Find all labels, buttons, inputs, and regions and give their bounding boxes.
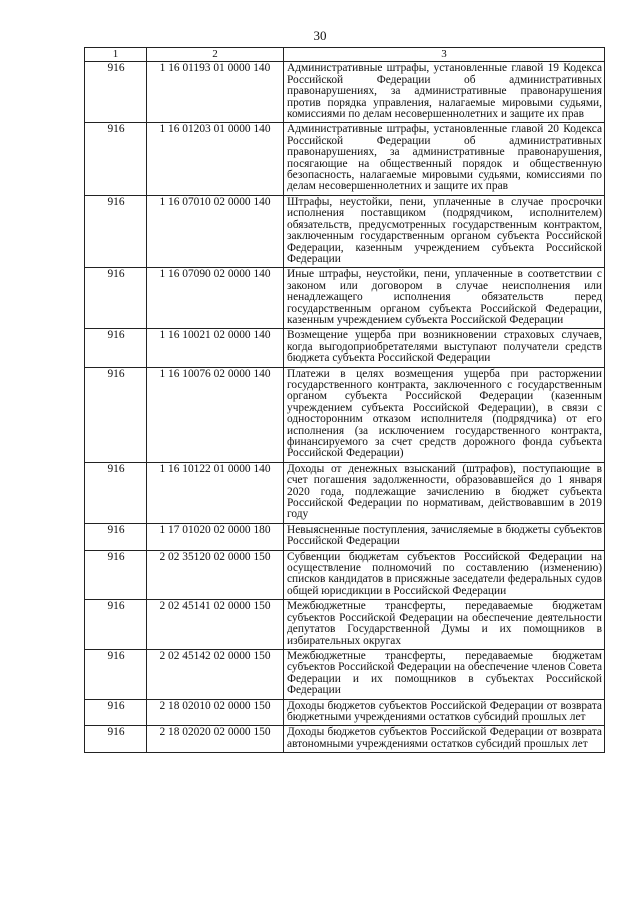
- admin-code-cell: 916: [85, 195, 147, 267]
- budget-codes-table: [84, 47, 605, 753]
- table-header: [85, 48, 605, 62]
- header-col-3: 3: [284, 48, 605, 62]
- page-number: 30: [313, 28, 327, 43]
- table-body: [85, 62, 605, 753]
- header-col-1: 1: [85, 48, 147, 62]
- table-row: [85, 699, 605, 726]
- admin-code-cell: 916: [85, 329, 147, 367]
- income-name-cell: Субвенции бюджетам субъектов Российской Федерации на осуществление полномочий по составлению (изменению) списков кандидатов в присяжные заседатели федеральных судов общей юрисдикции в Российской Федерации: [284, 550, 605, 600]
- income-name-cell: Межбюджетные трансферты, передаваемые бюджетам субъектов Российской Федерации на обеспечение членов Совета Федерации и их помощников в субъектах Российской Федерации: [284, 649, 605, 699]
- header-row: [85, 48, 605, 62]
- income-name-cell: Невыясненные поступления, зачисляемые в бюджеты субъектов Российской Федерации: [284, 523, 605, 550]
- income-name-cell: Доходы бюджетов субъектов Российской Федерации от возврата автономными учреждениями остатков субсидий прошлых лет: [284, 726, 605, 753]
- budget-code-cell: 2 18 02010 02 0000 150: [147, 699, 284, 726]
- table-row: [85, 600, 605, 650]
- budget-code-cell: 1 16 10021 02 0000 140: [147, 329, 284, 367]
- income-name-cell: Доходы бюджетов субъектов Российской Федерации от возврата бюджетными учреждениями остатков субсидий прошлых лет: [284, 699, 605, 726]
- budget-code-cell: 2 02 45142 02 0000 150: [147, 649, 284, 699]
- admin-code-cell: 916: [85, 726, 147, 753]
- budget-code-cell: 1 16 10122 01 0000 140: [147, 462, 284, 523]
- income-name-cell: Штрафы, неустойки, пени, уплаченные в случае просрочки исполнения поставщиком (подрядчиком, исполнителем) обязательств, предусмотренных государственным контрактом, заключенным государственным органом субъекта Российской Федерации, казенным учреждением субъекта Российской Федерации: [284, 195, 605, 267]
- budget-code-cell: 1 17 01020 02 0000 180: [147, 523, 284, 550]
- admin-code-cell: 916: [85, 268, 147, 329]
- income-name-cell: Межбюджетные трансферты, передаваемые бюджетам субъектов Российской Федерации на обеспечение деятельности депутатов Государственной Думы и их помощников в избирательных округах: [284, 600, 605, 650]
- table-row: [85, 523, 605, 550]
- admin-code-cell: 916: [85, 523, 147, 550]
- admin-code-cell: 916: [85, 62, 147, 123]
- income-name-cell: Возмещение ущерба при возникновении страховых случаев, когда выгодоприобретателями выступают получатели средств бюджета субъекта Российской Федерации: [284, 329, 605, 367]
- admin-code-cell: 916: [85, 649, 147, 699]
- admin-code-cell: 916: [85, 367, 147, 462]
- table-row: [85, 62, 605, 123]
- budget-code-cell: 1 16 07010 02 0000 140: [147, 195, 284, 267]
- budget-code-cell: 1 16 07090 02 0000 140: [147, 268, 284, 329]
- admin-code-cell: 916: [85, 123, 147, 195]
- admin-code-cell: 916: [85, 600, 147, 650]
- table-row: [85, 268, 605, 329]
- admin-code-cell: 916: [85, 550, 147, 600]
- table-row: [85, 195, 605, 267]
- budget-code-cell: 2 02 35120 02 0000 150: [147, 550, 284, 600]
- budget-code-cell: 2 18 02020 02 0000 150: [147, 726, 284, 753]
- budget-code-cell: 2 02 45141 02 0000 150: [147, 600, 284, 650]
- income-name-cell: Административные штрафы, установленные главой 19 Кодекса Российской Федерации об административных правонарушениях, за административные правонарушения против порядка управления, налагаемые мировыми судьями, комиссиями по делам несовершеннолетних и защите их прав: [284, 62, 605, 123]
- table-row: [85, 329, 605, 367]
- table-row: [85, 367, 605, 462]
- header-col-2: 2: [147, 48, 284, 62]
- table-row: [85, 726, 605, 753]
- admin-code-cell: 916: [85, 462, 147, 523]
- table-row: [85, 123, 605, 195]
- budget-code-cell: 1 16 10076 02 0000 140: [147, 367, 284, 462]
- table-row: [85, 649, 605, 699]
- income-name-cell: Иные штрафы, неустойки, пени, уплаченные в соответствии с законом или договором в случае неисполнения или ненадлежащего исполнения обязательств перед государственным органом субъекта Российской Федерации, казенным учреждением субъекта Российской Федерации: [284, 268, 605, 329]
- income-name-cell: Административные штрафы, установленные главой 20 Кодекса Российской Федерации об административных правонарушениях, за административные правонарушения, посягающие на общественный порядок и общественную безопасность, налагаемые мировыми судьями, комиссиями по делам несовершеннолетних и защите их прав: [284, 123, 605, 195]
- income-name-cell: Платежи в целях возмещения ущерба при расторжении государственного контракта, заключенного с государственным органом субъекта Российской Федерации (казенным учреждением субъекта Российской Федерации), в связи с односторонним отказом исполнителя (подрядчика) от его исполнения (за исключением государственного контракта, финансируемого за счет средств дорожного фонда субъекта Российской Федерации): [284, 367, 605, 462]
- budget-code-cell: 1 16 01203 01 0000 140: [147, 123, 284, 195]
- table-row: [85, 462, 605, 523]
- income-name-cell: Доходы от денежных взысканий (штрафов), поступающие в счет погашения задолженности, образовавшейся до 1 января 2020 года, подлежащие зачислению в бюджет субъекта Российской Федерации по нормативам, действовавшим в 2019 году: [284, 462, 605, 523]
- admin-code-cell: 916: [85, 699, 147, 726]
- table-row: [85, 550, 605, 600]
- budget-code-cell: 1 16 01193 01 0000 140: [147, 62, 284, 123]
